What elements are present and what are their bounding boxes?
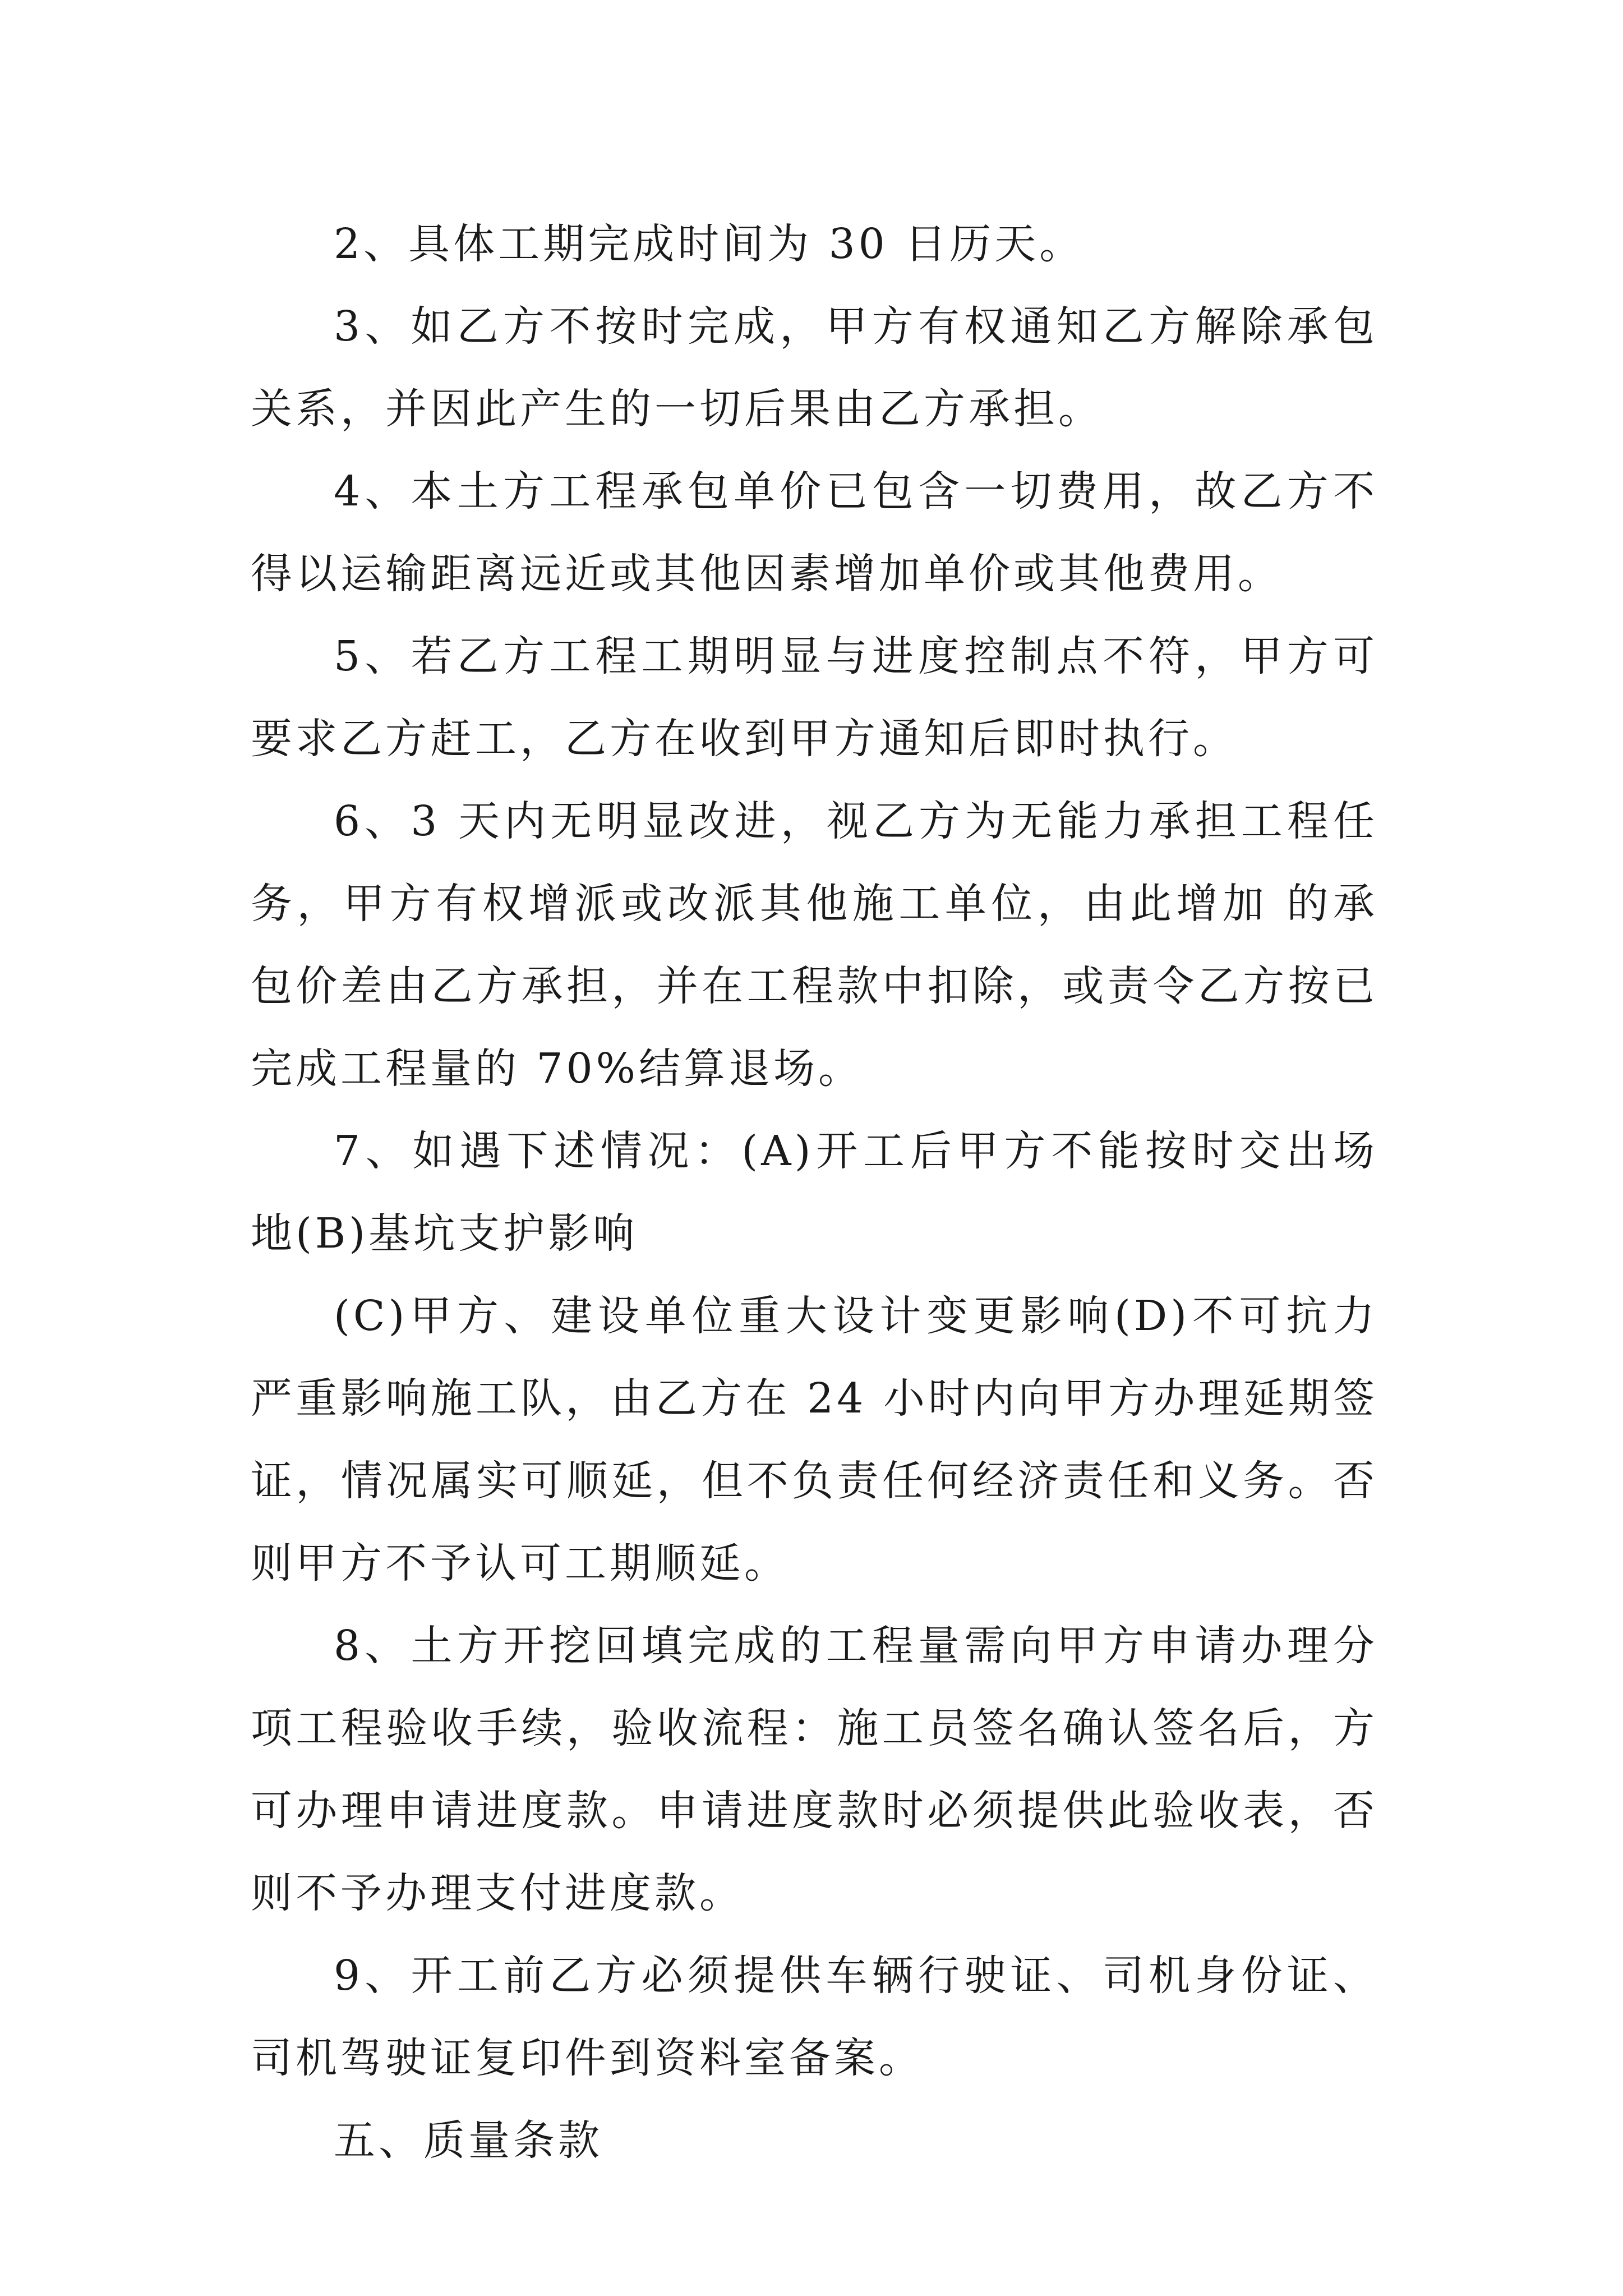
paragraph-item-4: 4、本土方工程承包单价已包含一切费用，故乙方不得以运输距离远近或其他因素增加单价或其他费用。 [251, 467, 1378, 598]
paragraph-item-8: 8、土方开挖回填完成的工程量需向甲方申请办理分项工程验收手续，验收流程：施工员签名确认签名后，方可办理申请进度款。申请进度款时必须提供此验收表，否则不予办理支付进度款。 [251, 1622, 1378, 1917]
paragraph-item-9: 9、开工前乙方必须提供车辆行驶证、司机身份证、司机驾驶证复印件到资料室备案。 [251, 1952, 1378, 2082]
paragraph-item-3: 3、如乙方不按时完成，甲方有权通知乙方解除承包关系，并因此产生的一切后果由乙方承担。 [251, 302, 1378, 433]
paragraph-item-5: 5、若乙方工程工期明显与进度控制点不符，甲方可要求乙方赶工，乙方在收到甲方通知后即时执行。 [251, 632, 1378, 763]
document-body [251, 203, 1378, 2182]
section-heading-quality-terms: 五、质量条款 [334, 2116, 603, 2165]
paragraph-item-7: 7、如遇下述情况：(A)开工后甲方不能按时交出场地(B)基坑支护影响 [251, 1127, 1378, 1258]
paragraph-item-2: 2、具体工期完成时间为 30 日历天。 [334, 220, 1085, 268]
paragraph-item-7-continued: (C)甲方、建设单位重大设计变更影响(D)不可抗力严重影响施工队，由乙方在 24 小时内向甲方办理延期签证，情况属实可顺延，但不负责任何经济责任和义务。否则甲方不予认可工期顺延。 [251, 1292, 1378, 1588]
paragraph-item-6: 6、3 天内无明显改进，视乙方为无能力承担工程任务，甲方有权增派或改派其他施工单位，由此增加 的承包价差由乙方承担，并在工程款中扣除，或责令乙方按已完成工程量的 70%结算退场。 [251, 797, 1378, 1093]
